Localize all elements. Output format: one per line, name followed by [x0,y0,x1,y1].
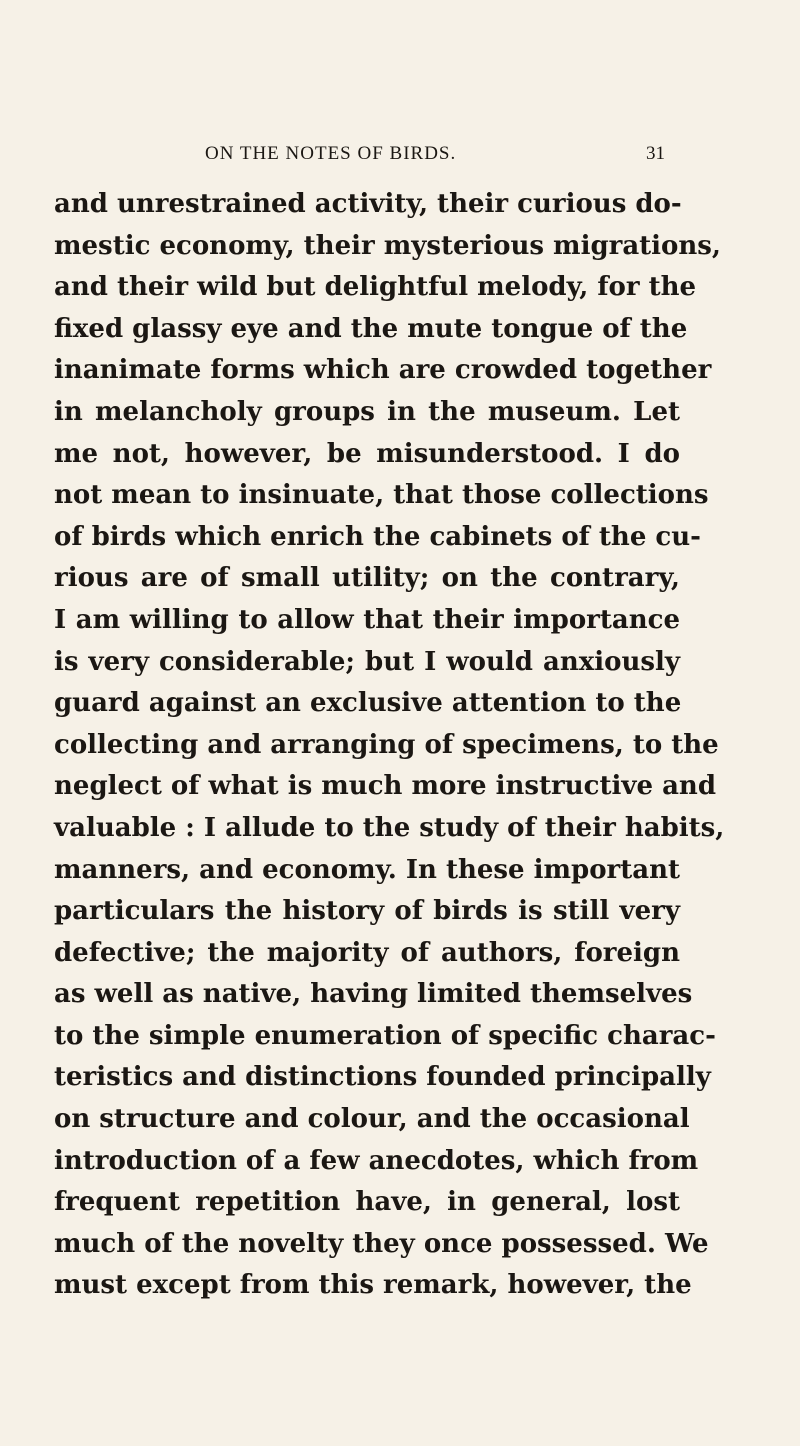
text-line: and their wild but delightful melody, for the [54,272,697,303]
text-line: inanimate forms which are crowded together [54,355,712,386]
text-line: much of the novelty they once possessed. We [54,1228,709,1259]
text-line: mestic economy, their mysterious migrations, [54,230,721,261]
text-line: I am willing to allow that their importance [54,604,680,635]
text-line: manners, and economy. In these important [54,854,681,885]
text-line: as well as native, having limited themselves [54,979,693,1010]
running-title: ON THE NOTES OF BIRDS. [205,143,457,164]
text-line: rious are of small utility; on the contrary, [54,563,680,594]
text-line: fixed glassy eye and the mute tongue of the [54,313,688,344]
body-text [54,184,725,1307]
text-line: must except from this remark, however, the [54,1270,692,1301]
text-line: valuable : I allude to the study of their habits, [54,812,725,843]
text-line: on structure and colour, and the occasional [54,1104,690,1135]
text-line: not mean to insinuate, that those collections [54,480,709,511]
text-line: me not, however, be misunderstood. I do [54,438,680,469]
text-line: particulars the history of birds is still very [54,896,680,927]
text-line: neglect of what is much more instructive and [54,771,716,802]
text-line: teristics and distinctions founded principally [54,1062,711,1093]
text-line: guard against an exclusive attention to the [54,688,682,719]
page-number: 31 [646,143,665,164]
text-line: collecting and arranging of specimens, to the [54,729,719,760]
text-line: defective; the majority of authors, foreign [54,937,680,968]
text-line: frequent repetition have, in general, lost [54,1187,680,1218]
text-line: in melancholy groups in the museum. Let [54,396,680,427]
text-line: and unrestrained activity, their curious do- [54,189,682,219]
text-line: introduction of a few anecdotes, which from [54,1145,699,1176]
text-line: is very considerable; but I would anxiously [54,646,680,677]
text-line: of birds which enrich the cabinets of the cu- [54,521,701,552]
text-line: to the simple enumeration of specific charac- [54,1020,716,1051]
running-head [145,143,665,173]
